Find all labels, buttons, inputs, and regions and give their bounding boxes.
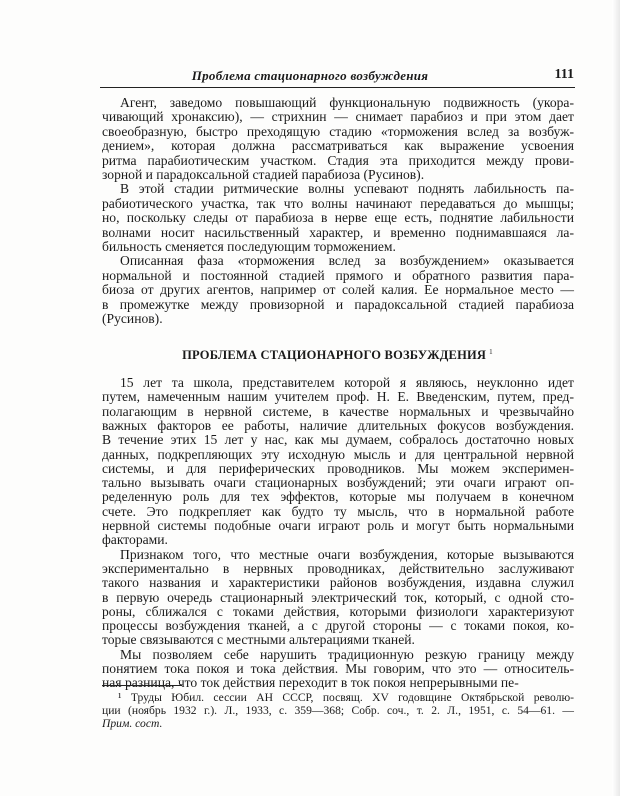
text-line: в промежутке между провизорной и парадоксальной стадией парабиоза (102, 296, 574, 312)
footnote-mark: 1 (489, 348, 493, 356)
text-line: дением», которая должна рассматриваться как выражение усвоения (102, 138, 574, 154)
text-line: нормальной и постоянной стадией прямого и обратного развития пара- (102, 267, 574, 283)
text-line: Описанная фаза «торможения вслед за возбуждением» оказывается (120, 253, 574, 269)
text-line: понятием тока покоя и тока действия. Мы говорим, что это — относитель- (102, 661, 574, 676)
text-line: но, поскольку следы от парабиоза в нерве еще есть, поднятие лабильности (102, 210, 574, 226)
text-line: зорной и парадоксальной стадией парабиоза (Русинов). (102, 167, 425, 182)
text-line: в первую очередь стационарный электрический ток, который, с одной сто- (102, 589, 574, 605)
text-line: В течение этих 15 лет у нас, как мы думаем, собралось достаточно новых (102, 432, 574, 448)
section-heading-text: ПРОБЛЕМА СТАЦИОНАРНОГО ВОЗБУЖДЕНИЯ (182, 348, 487, 362)
text-line: чивающий хронаксию), — стрихнин — снимает парабиоз и при этом дает (102, 109, 574, 125)
running-title: Проблема стационарного возбуждения (191, 68, 429, 83)
text-line: экспериментально в нервных проводниках, действительно заслуживают (102, 560, 574, 576)
text-line: своеобразную, быстро преходящую стадию «торможения вслед за возбуж- (102, 123, 574, 139)
text-line: (Русинов). (102, 311, 163, 326)
section-heading (100, 348, 575, 363)
text-line: 15 лет та школа, представителем которой я являюсь, неуклонно идет (120, 375, 574, 390)
text-line: счете. Это подкрепляет как будто ту мысль, что в нормальной работе (102, 503, 574, 519)
footnote-line: ции (ноябрь 1932 г.). Л., 1933, с. 359—368; Собр. соч., т. 2. Л., 1951, с. 54—61. — (102, 704, 574, 718)
text-line: данных, подкрепляющих эту исходную мысль и для центральной нервной (102, 446, 574, 462)
text-line: бильность сменяется последующим торможением. (102, 239, 396, 254)
text-line: рабиотического участка, так что волны начинают передаваться до мышцы; (102, 195, 574, 211)
text-line: Мы позволяем себе нарушить традиционную резкую границу между (120, 646, 574, 662)
text-line: Признаком того, что местные очаги возбуждения, которые вызываются (120, 546, 574, 562)
text-line: ритма парабиотическим участком. Стадия эта приходится между прови- (102, 152, 574, 168)
text-line: нервной системы подобные очаги играют роль и могут быть нормальными (102, 518, 574, 533)
text-line: полагающим в нервной системе, в качестве нормальных и чрезвычайно (102, 403, 574, 419)
text-line: Агент, заведомо повышающий функциональную подвижность (укора- (120, 95, 574, 110)
text-line: биоза от других агентов, например от солей калия. Ее нормальное место — (102, 282, 574, 298)
page-number: 111 (554, 67, 574, 82)
text-line: ределенную роль для тех эффектов, которые мы получаем в конечном (102, 489, 574, 505)
text-line: такого названия и характеристики районов возбуждения, издавна служил (102, 575, 574, 591)
text-line: торые связываются с местными альтерациями тканей. (102, 632, 415, 648)
text-line: роны, сближался с токами действия, которыми физиологи характеризуют (102, 603, 574, 619)
text-line: волнами носит насильственный характер, и временно поднимавшаяся ла- (102, 224, 574, 240)
page-edge-shadow (612, 0, 620, 796)
text-line: важных факторов ее работы, наличие длительных фокусов возбуждения. (102, 417, 574, 433)
text-line: путем, намеченным нашим учителем проф. Н. Е. Введенским, путем, пред- (102, 389, 574, 405)
text-line: тально вызывать очаги стационарных возбуждений; эти очаги играют оп- (102, 475, 574, 491)
footnote-line: ¹ Труды Юбил. сессии АН СССР, посвящ. XV годовщине Октябрьской револю- (118, 691, 574, 704)
text-line: ная разница, что ток действия переходит в ток покоя непрерывными пе- (102, 675, 519, 691)
footnote-rule (102, 685, 182, 686)
text-line: факторами. (102, 532, 168, 548)
text-line: системы, и для периферических проводников. Мы можем эксперимен- (102, 460, 574, 476)
footnote-line: Прим. сост. (102, 717, 163, 731)
header-rule (100, 87, 575, 88)
text-line: В этой стадии ритмические волны успевают поднять лабильность па- (120, 181, 574, 197)
text-line: процессы возбуждения тканей, а с другой стороны — с токами покоя, ко- (102, 618, 574, 634)
